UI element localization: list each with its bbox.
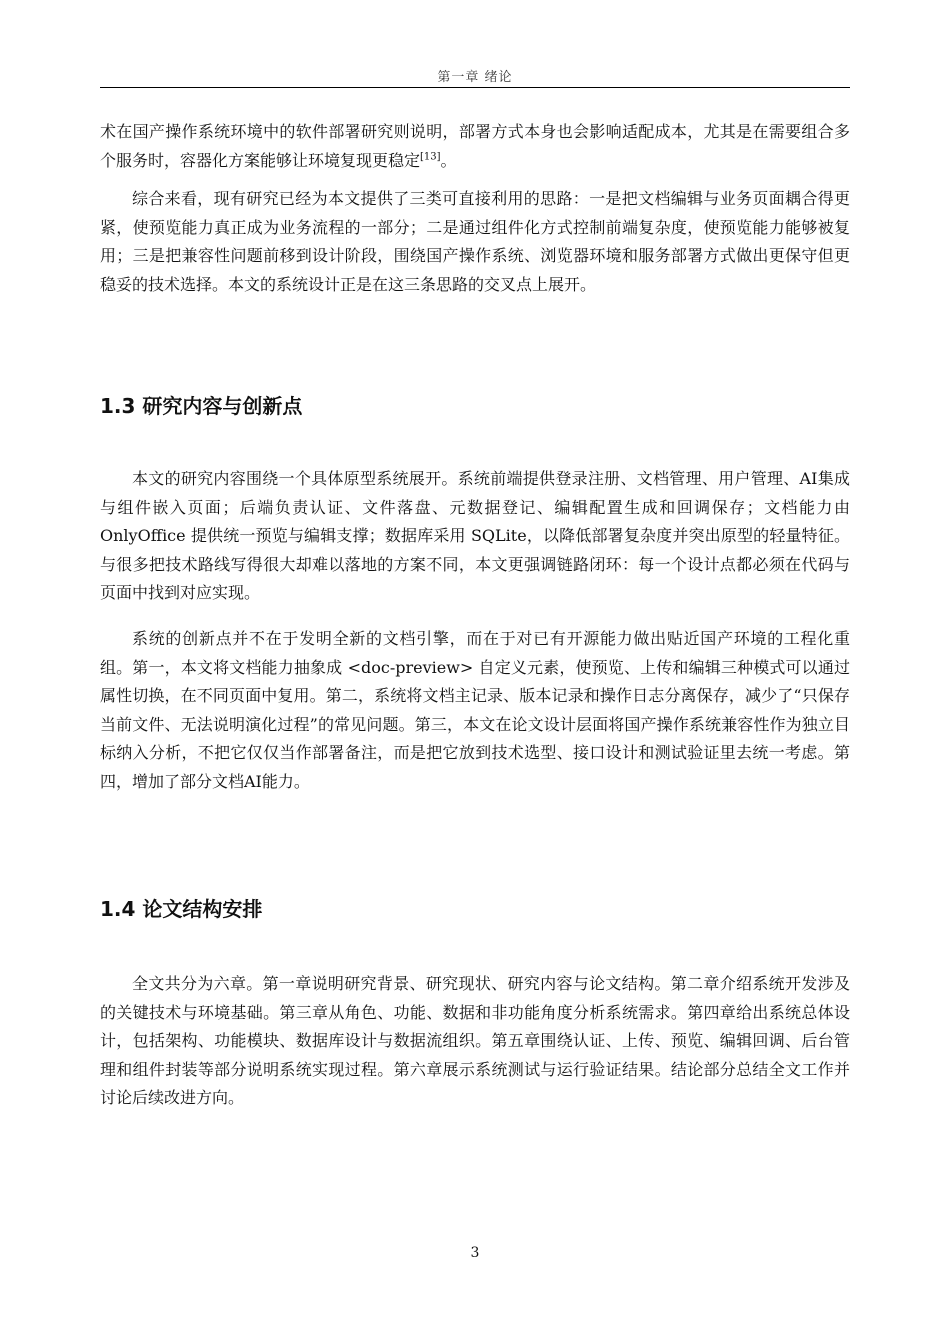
header-rule	[100, 87, 850, 88]
paragraph-text: 全文共分为六章。第一章说明研究背景、研究现状、研究内容与论文结构。第二章介绍系统开发涉及的关键技术与环境基础。第三章从角色、功能、数据和非功能角度分析系统需求。第四章给出系统总体设计，包括架构、功能模块、数据库设计与数据流组织。第五章围绕认证、上传、预览、编辑回调、后台管理和组件封装等部分说明系统实现过程。第六章展示系统测试与运行验证结果。结论部分总结全文工作并讨论后续改进方向。	[100, 974, 850, 1108]
paragraph-innovation	[100, 625, 850, 797]
running-header: 第一章 绪论	[437, 70, 513, 85]
paragraph-research-content	[100, 465, 850, 608]
paragraph-structure	[100, 970, 850, 1113]
paragraph-text	[100, 118, 850, 175]
page-number: 3	[470, 1245, 480, 1261]
paragraph-text: 本文的研究内容围绕一个具体原型系统展开。系统前端提供登录注册、文档管理、用户管理、AI集成与组件嵌入页面；后端负责认证、文件落盘、元数据登记、编辑配置生成和回调保存；文档能力由 OnlyOffice 提供统一预览与编辑支撑；数据库采用 SQLite，以降低部署复杂度并突出原型的轻量特征。与很多把技术路线写得很大却难以落地的方案不同，本文更强调链路闭环：每一个设计点都必须在代码与页面中找到对应实现。	[100, 469, 850, 603]
paragraph-body: 术在国产操作系统环境中的软件部署研究则说明，部署方式本身也会影响适配成本，尤其是在需要组合多个服务时，容器化方案能够让环境复现更稳定	[100, 122, 850, 170]
paragraph-continuation	[100, 118, 850, 175]
paragraph-text: 综合来看，现有研究已经为本文提供了三类可直接利用的思路：一是把文档编辑与业务页面耦合得更紧，使预览能力真正成为业务流程的一部分；二是通过组件化方式控制前端复杂度，使预览能力能够被复用；三是把兼容性问题前移到设计阶段，围绕国产操作系统、浏览器环境和服务部署方式做出更保守但更稳妥的技术选择。本文的系统设计正是在这三条思路的交叉点上展开。	[100, 189, 850, 294]
paragraph-tail: 。	[440, 150, 457, 170]
paragraph-summary	[100, 185, 850, 299]
section-heading-1-4: 1.4 论文结构安排	[100, 897, 263, 921]
section-heading-1-3: 1.3 研究内容与创新点	[100, 394, 303, 418]
paragraph-text: 系统的创新点并不在于发明全新的文档引擎，而在于对已有开源能力做出贴近国产环境的工程化重组。第一，本文将文档能力抽象成 <doc-preview> 自定义元素，使预览、上传和编辑三种模式可以通过属性切换，在不同页面中复用。第二，系统将文档主记录、版本记录和操作日志分离保存，减少了“只保存当前文件、无法说明演化过程”的常见问题。第三，本文在论文设计层面将国产操作系统兼容性作为独立目标纳入分析，不把它仅仅当作部署备注，而是把它放到技术选型、接口设计和测试验证里去统一考虑。第四，增加了部分文档AI能力。	[100, 629, 850, 791]
citation-marker: [13]	[420, 151, 441, 163]
